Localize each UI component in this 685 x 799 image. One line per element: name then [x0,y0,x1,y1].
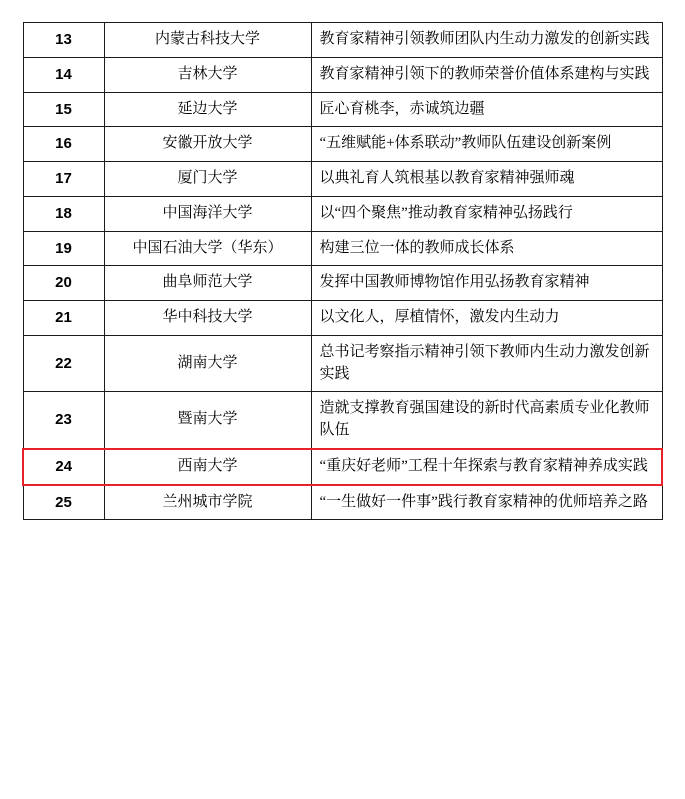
case-title-cell: 教育家精神引领下的教师荣誉价值体系建构与实践 [311,57,662,92]
table-row [23,301,662,336]
organization-cell: 吉林大学 [104,57,311,92]
organization-cell: 兰州城市学院 [104,485,311,520]
case-title-cell: 总书记考察指示精神引领下教师内生动力激发创新实践 [311,335,662,392]
case-title-cell: “五维赋能+体系联动”教师队伍建设创新案例 [311,127,662,162]
organization-cell: 中国石油大学（华东） [104,231,311,266]
organization-cell: 湖南大学 [104,335,311,392]
table-row [23,231,662,266]
organization-cell: 中国海洋大学 [104,196,311,231]
table-row [23,449,662,485]
table-row [23,392,662,449]
table-row [23,92,662,127]
case-title-cell: 以典礼育人筑根基以教育家精神强师魂 [311,162,662,197]
case-title-cell: 造就支撑教育强国建设的新时代高素质专业化教师队伍 [311,392,662,449]
case-title-cell: 以文化人，厚植情怀，激发内生动力 [311,301,662,336]
organization-cell: 华中科技大学 [104,301,311,336]
row-index-cell: 16 [23,127,104,162]
organization-cell: 厦门大学 [104,162,311,197]
row-index-cell: 23 [23,392,104,449]
row-index-cell: 14 [23,57,104,92]
case-list-table [22,22,663,520]
table-row [23,127,662,162]
organization-cell: 内蒙古科技大学 [104,23,311,58]
row-index-cell: 13 [23,23,104,58]
case-title-cell: 教育家精神引领教师团队内生动力激发的创新实践 [311,23,662,58]
table-row [23,23,662,58]
row-index-cell: 20 [23,266,104,301]
row-index-cell: 21 [23,301,104,336]
row-index-cell: 15 [23,92,104,127]
case-title-cell: “一生做好一件事”践行教育家精神的优师培养之路 [311,485,662,520]
row-index-cell: 25 [23,485,104,520]
organization-cell: 安徽开放大学 [104,127,311,162]
table-row [23,335,662,392]
table-row [23,266,662,301]
row-index-cell: 19 [23,231,104,266]
row-index-cell: 17 [23,162,104,197]
table-row [23,485,662,520]
case-title-cell: 发挥中国教师博物馆作用弘扬教育家精神 [311,266,662,301]
table-row [23,57,662,92]
row-index-cell: 22 [23,335,104,392]
table-body [23,23,662,520]
case-title-cell: “重庆好老师”工程十年探索与教育家精神养成实践 [311,449,662,485]
table-row [23,162,662,197]
row-index-cell: 24 [23,449,104,485]
organization-cell: 西南大学 [104,449,311,485]
organization-cell: 曲阜师范大学 [104,266,311,301]
case-title-cell: 构建三位一体的教师成长体系 [311,231,662,266]
case-title-cell: 以“四个聚焦”推动教育家精神弘扬践行 [311,196,662,231]
table-row [23,196,662,231]
organization-cell: 延边大学 [104,92,311,127]
row-index-cell: 18 [23,196,104,231]
organization-cell: 暨南大学 [104,392,311,449]
case-title-cell: 匠心育桃李，赤诚筑边疆 [311,92,662,127]
